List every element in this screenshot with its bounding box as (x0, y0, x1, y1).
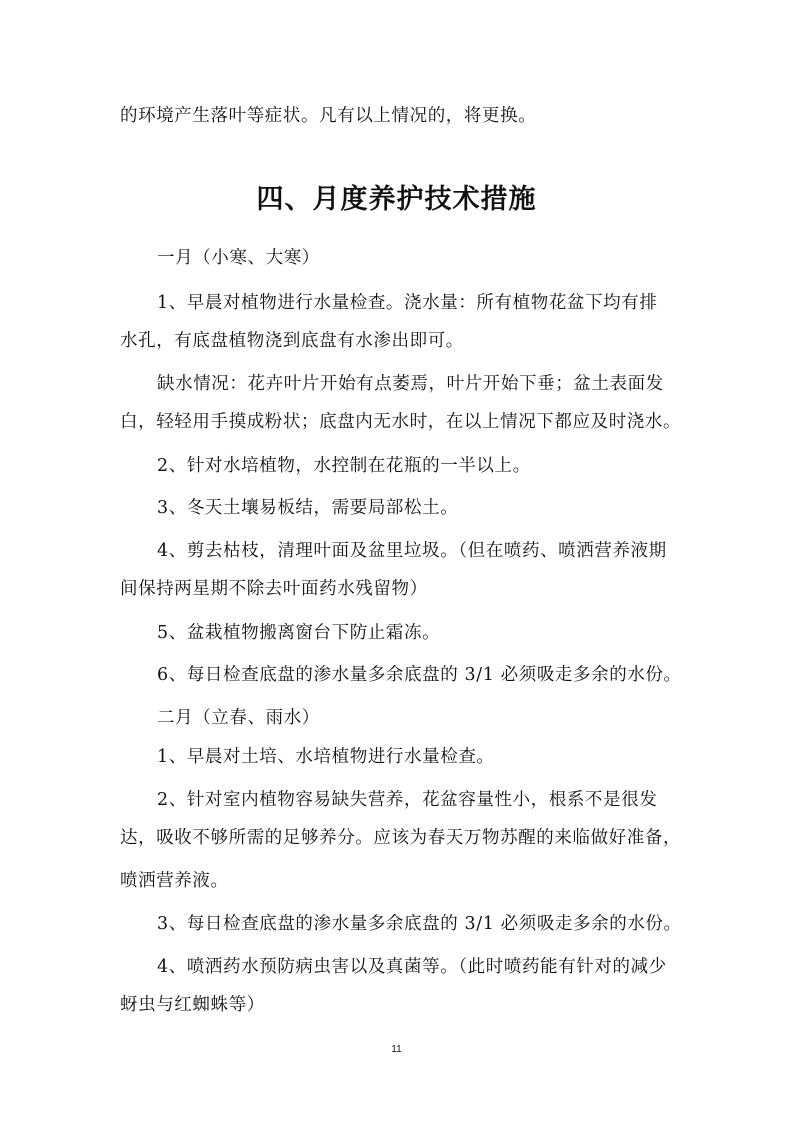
section-title: 四、月度养护技术措施 (256, 184, 537, 215)
paragraph-line: 1、早晨对植物进行水量检查。浇水量：所有植物花盆下均有排 (157, 293, 658, 313)
paragraph-line: 白，轻轻用手摸成粉状；底盘内无水时，在以上情况下都应及时浇水。 (120, 412, 682, 432)
february-header: 二月（立春、雨水） (157, 708, 320, 728)
paragraph-line: 水孔，有底盘植物浇到底盘有水渗出即可。 (120, 331, 464, 351)
january-header: 一月（小寒、大寒） (157, 248, 320, 268)
paragraph-line: 缺水情况：花卉叶片开始有点萎焉，叶片开始下垂；盆土表面发 (157, 374, 664, 394)
continuation-text: 的环境产生落叶等症状。凡有以上情况的，将更换。 (120, 106, 537, 126)
paragraph-line: 喷洒营养液。 (120, 871, 229, 891)
paragraph-line: 达，吸收不够所需的足够养分。应该为春天万物苏醒的来临做好准备， (120, 828, 682, 848)
paragraph-line: 间保持两星期不除去叶面药水残留物） (120, 579, 428, 599)
paragraph-line: 3、每日检查底盘的渗水量多余底盘的 3/1 必须吸走多余的水份。 (157, 914, 682, 934)
paragraph-line: 2、针对水培植物，水控制在花瓶的一半以上。 (157, 456, 531, 476)
paragraph-line: 5、盆栽植物搬离窗台下防止霜冻。 (157, 623, 441, 643)
paragraph-line: 3、冬天土壤易板结，需要局部松土。 (157, 498, 459, 518)
paragraph-line: 4、喷洒药水预防病虫害以及真菌等。（此时喷药能有针对的减少 (157, 957, 667, 977)
paragraph-line: 6、每日检查底盘的渗水量多余底盘的 3/1 必须吸走多余的水份。 (157, 665, 682, 685)
paragraph-line: 1、早晨对土培、水培植物进行水量检查。 (157, 747, 495, 767)
paragraph-line: 2、针对室内植物容易缺失营养，花盆容量性小，根系不是很发 (157, 790, 658, 810)
page-number: 11 (391, 1044, 402, 1055)
paragraph-line: 蚜虫与红蜘蛛等） (120, 995, 265, 1015)
paragraph-line: 4、剪去枯枝，清理叶面及盆里垃圾。（但在喷药、喷洒营养液期 (157, 541, 667, 561)
